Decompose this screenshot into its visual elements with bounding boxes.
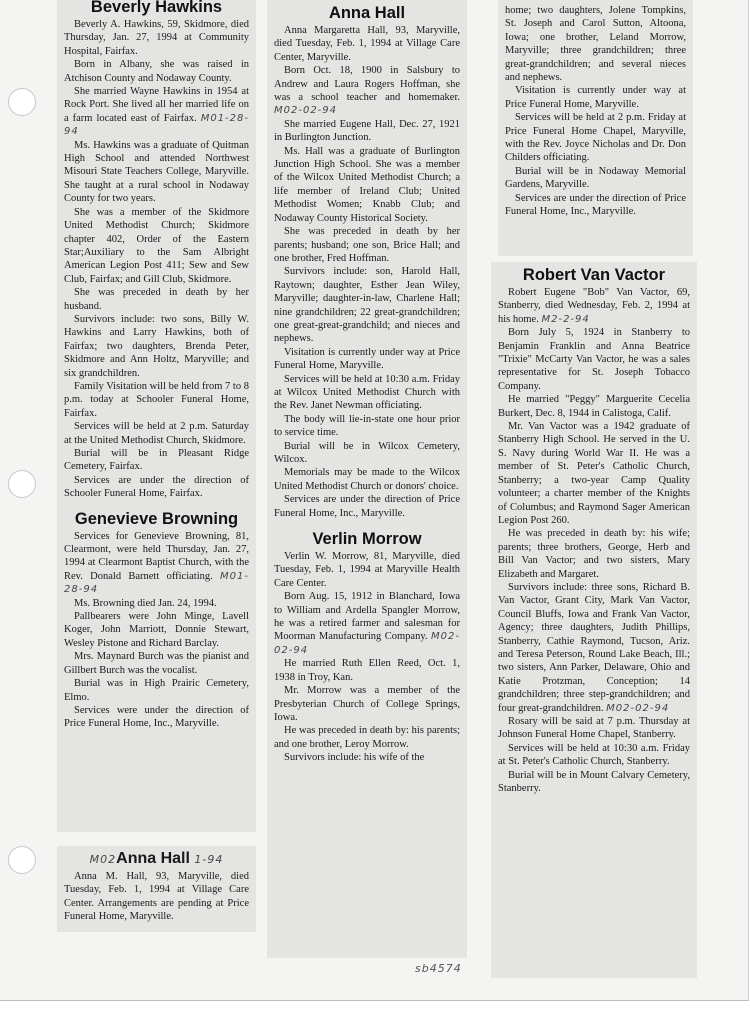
handwritten-code: M02 — [89, 853, 117, 866]
obit-paragraph: Burial was in High Prairic Cemetery, Elmo. — [64, 678, 249, 703]
handwritten-date: M02-02-94 — [606, 702, 670, 714]
obit-paragraph: He married "Peggy" Marguerite Cecelia Burkert, Dec. 8, 1944 in Calistoga, Calif. — [498, 394, 690, 419]
obit-paragraph: Born in Albany, she was raised in Atchison County and Nodaway County. — [64, 59, 249, 84]
obit-paragraph: Burial will be in Wilcox Cemetery, Wilcox. — [274, 440, 460, 465]
obit-paragraph: Services were under the direction of Price Funeral Home, Inc., Maryville. — [64, 704, 249, 730]
obit-paragraph: Mrs. Maynard Burch was the pianist and Gillbert Burch was the vocalist. — [64, 651, 249, 676]
obit-paragraph: Pallbearers were John Minge, Lavell Koger, John Marriott, Donnie Stewart, Wesley Pistone and Richard Barclay. — [64, 611, 249, 649]
binder-hole — [8, 470, 36, 498]
obituary-title-anna-notice — [64, 850, 249, 868]
obit-paragraph: Anna M. Hall, 93, Maryville, died Tuesday, Feb. 1, 1994 at Village Care Center. Arrangements are pending at Price Funeral Home, Maryville. — [64, 871, 249, 923]
handwritten-date: M02-02-94 — [274, 105, 338, 117]
notice-title: Anna Hall — [116, 850, 190, 867]
obit-paragraph: Burial will be in Pleasant Ridge Cemetery, Fairfax. — [64, 448, 249, 473]
obit-paragraph — [498, 581, 690, 715]
obituary-title-beverly: Beverly Hawkins — [90, 0, 223, 16]
obituary-title-genevieve: Genevieve Browning — [74, 509, 239, 528]
obit-paragraph: Survivors include: his wife of the — [284, 752, 425, 764]
handwritten-date: M01-28-94 — [64, 570, 249, 596]
obit-paragraph: Anna Margaretta Hall, 93, Maryville, died Tuesday, Feb. 1, 1994 at Village Care Center, Maryville. — [274, 25, 460, 63]
obit-paragraph: She was preceded in death by her parents; husband; one son, Brice Hall; and one brother, Fred Hoffman. — [274, 226, 460, 264]
obit-paragraph: Ms. Hall was a graduate of Burlington Junction High School. She was a member of the Wilcox United Methodist Church; a life member of Ireland Club; United Methodist Women; Knabb Club; and Nodaway County Historical Society. — [274, 145, 460, 224]
obit-paragraph: He was preceded in death by: his parents; and one brother, Leroy Morrow. — [274, 725, 460, 750]
obit-paragraph: He married Ruth Ellen Reed, Oct. 1, 1938 in Troy, Kan. — [274, 658, 460, 683]
obit-paragraph: Burial will be in Nodaway Memorial Gardens, Maryville. — [505, 165, 686, 191]
obit-paragraph — [64, 530, 249, 597]
obit-paragraph: Ms. Browning died Jan. 24, 1994. — [74, 597, 217, 609]
obit-paragraph: Survivors include: two sons, Billy W. Hawkins and Larry Hawkins, both of Fairfax; two daughters, Brenda Peter, Skidmore and Ann Holtz, Maryville; and six grandchildren. — [64, 313, 249, 379]
obit-paragraph: Burial will be in Mount Calvary Cemetery, Stanberry. — [498, 769, 690, 795]
clipping-verlin-continued — [498, 0, 693, 256]
handwritten-date: M02-02-94 — [274, 631, 460, 656]
obit-paragraph: Services are under the direction of Price Funeral Home, Inc., Maryville. — [505, 192, 686, 218]
handwritten-date: 1-94 — [194, 853, 224, 866]
clipping-robert-van-vactor — [491, 262, 697, 978]
obit-paragraph — [498, 286, 690, 326]
obit-text: Services for Genevieve Browning, 81, Clearmont, were held Thursday, Jan. 27, 1994 at Clearmont Baptist Church, with the Rev. Donald Barnett officiating. — [64, 530, 249, 582]
obit-paragraph — [274, 64, 460, 118]
obituary-title-anna: Anna Hall — [328, 4, 406, 22]
obit-paragraph: Born July 5, 1924 in Stanberry to Benjamin Franklin and Anna Beatrice "Trixie" McCarty Van Vactor, he was a sales representative for St. Joseph Tobacco Company. — [498, 327, 690, 392]
obit-paragraph: Services are under the direction of Price Funeral Home, Inc., Maryville. — [274, 494, 460, 519]
obit-paragraph: Services will be held at 10:30 a.m. Friday at Wilcox United Methodist Church with the Rev. Janet Newman officiating. — [274, 373, 460, 412]
obit-paragraph: Rosary will be said at 7 p.m. Thursday at Johnson Funeral Home Chapel, Stanberry. — [498, 716, 690, 741]
obit-paragraph: She was a member of the Skidmore United Methodist Church; Skidmore chapter 402, Order of the Eastern Star;Auxiliary to the Sam Albright American Legion Post 411; Sew and Sew Club, Fairfax; and Gill Club, Skidmore. — [64, 206, 249, 285]
obit-paragraph: Ms. Hawkins was a graduate of Quitman High School and attended Northwest Misouri State Teachers College, Maryville. She taught at a rural school in Nodaway County for two years. — [64, 139, 249, 205]
handwritten-date: M01-28-94 — [64, 112, 249, 138]
clipping-anna-verlin — [267, 0, 467, 958]
clipping-beverly-genevieve — [57, 0, 256, 832]
obit-paragraph — [64, 85, 249, 139]
obituary-title-robert: Robert Van Vactor — [522, 266, 666, 284]
obit-paragraph: She was preceded in death by her husband. — [64, 287, 249, 312]
obit-paragraph: The body will lie-in-state one hour prior to service time. — [274, 413, 460, 439]
binder-hole — [8, 88, 36, 116]
obituary-title-verlin: Verlin Morrow — [312, 530, 422, 549]
obit-paragraph: He was preceded in death by: his wife; parents; three brothers, George, Herb and Bill Van Vactor; and two sisters, Mary Elizabeth and Margaret. — [498, 528, 690, 580]
obit-paragraph: Visitation is currently under way at Price Funeral Home, Maryville. — [505, 85, 686, 110]
obit-paragraph: home; two daughters, Jolene Tompkins, St. Joseph and Carol Sutton, Altoona, Iowa; one brother, Leland Morrow, Maryville; three grandchildren; three great-grandchildren; and several nieces and nephews. — [505, 5, 686, 84]
obit-text: Born Oct. 18, 1900 in Salsbury to Andrew and Laura Rogers Hoffman, she was a school teacher and homemaker. — [274, 65, 460, 104]
obit-paragraph: Services will be held at 2 p.m. Friday at Price Funeral Home Chapel, Maryville, with the Rev. Joyce Nicholas and Dr. Don Childers officiating. — [505, 112, 686, 164]
obit-paragraph: Mr. Van Vactor was a 1942 graduate of Stanberry High School. He served in the U. S. Navy during World War II. He was a member of St. Peter's Catholic Church, Stanberry; a two-year Camp Quality volunteer; a charter member of the Knights of Columbus; and Raymond Sager American Legion Post 260. — [498, 421, 690, 526]
obit-paragraph — [274, 590, 460, 657]
obit-paragraph: Beverly A. Hawkins, 59, Skidmore, died Thursday, Jan. 27, 1994 at Community Hospital, Fairfax. — [64, 19, 249, 57]
binder-hole — [8, 846, 36, 874]
obit-paragraph: Services will be held at 2 p.m. Saturday at the United Methodist Church, Skidmore. — [64, 421, 249, 446]
handwritten-date: M2-2-94 — [541, 313, 590, 325]
handwritten-page-id: sb4574 — [415, 962, 462, 975]
obit-paragraph: Services will be held at 10:30 a.m. Friday at St. Peter's Catholic Church, Stanberry. — [498, 742, 690, 768]
obit-text: Robert Eugene "Bob" Van Vactor, 69, Stanberry, died Wednesday, Feb. 2, 1994 at his home. — [498, 287, 690, 325]
clipping-anna-hall-notice — [57, 846, 256, 932]
obit-text: She married Wayne Hawkins in 1954 at Rock Port. She lived all her married life on a farm located east of Fairfax. — [64, 86, 249, 124]
obit-paragraph: Visitation is currently under way at Price Funeral Home, Maryville. — [274, 346, 460, 372]
obit-paragraph: Family Visitation will be held from 7 to 8 p.m. today at Schooler Funeral Home, Fairfax. — [64, 380, 249, 419]
obit-paragraph: Services are under the direction of Schooler Funeral Home, Fairfax. — [64, 474, 249, 500]
obit-text: Born Aug. 15, 1912 in Blanchard, Iowa to William and Ardella Spangler Morrow, he was a retired farmer and salesman for Moorman Manufacturing Company. — [274, 591, 460, 643]
obit-paragraph: Survivors include: son, Harold Hall, Raytown; daughter, Esther Jean Wiley, Maryville; daughter-in-law, Charlene Hall; nine grandchildren; 22 great-grandchildren; one great-great-grandchild; and nieces and nephews. — [274, 266, 460, 345]
obit-paragraph: Mr. Morrow was a member of the Presbyterian Church of College Springs, Iowa. — [274, 685, 460, 723]
obit-paragraph: She married Eugene Hall, Dec. 27, 1921 in Burlington Junction. — [274, 118, 460, 144]
obit-paragraph: Memorials may be made to the Wilcox United Methodist Church or donors' choice. — [274, 467, 460, 492]
obit-text: Survivors include: three sons, Richard B. Van Vactor, Grant City, Mark Van Vactor, Council Bluffs, Iowa and Frank Van Vactor, Agency; three daughters, Judith Phillips, Stanberry, Cathie Raymond, Tucson, Ariz. and Teresa Peterson, Round Lake Beach, Ill.; two sisters, Ann Parker, Delaware, Ohio and Katie Protzman, Conception; 14 grandchildren; three step-grandchildren; and four great-grandchildren. — [498, 581, 690, 714]
obit-paragraph: Verlin W. Morrow, 81, Maryville, died Tuesday, Feb. 1, 1994 at Maryville Health Care Center. — [274, 551, 460, 589]
